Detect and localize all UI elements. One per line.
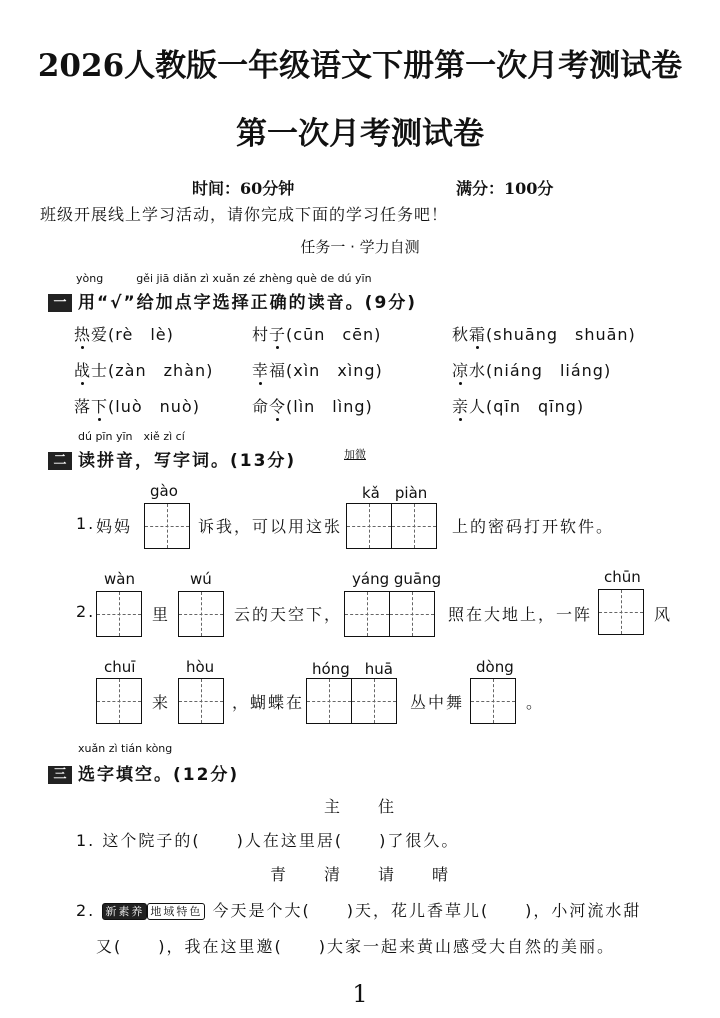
- q3-text-2: ，蝴蝶在: [232, 693, 305, 712]
- choice-item: 村子(cūn cēn): [252, 325, 382, 344]
- section1-pinyin: yòng gěi jiā diǎn zì xuǎn zé zhèng què de dú yīn: [76, 272, 372, 285]
- writing-cell[interactable]: [389, 591, 435, 637]
- writing-cell[interactable]: [470, 678, 516, 724]
- section2-title: 读拼音，写字词。(13分): [78, 451, 297, 471]
- writing-cell[interactable]: [344, 591, 390, 637]
- writing-box-group[interactable]: [470, 678, 515, 724]
- choice-item: 战士(zàn zhàn): [74, 361, 214, 380]
- section3-number: 三: [48, 766, 72, 784]
- choices-group-2: 青 清 请 晴: [269, 865, 450, 884]
- writing-cell[interactable]: [96, 678, 142, 724]
- q2-pinyin-3: yáng guāng: [352, 570, 442, 588]
- choice-item: 落下(luò nuò): [74, 397, 200, 416]
- q3-1-text: 1. 这个院子的( )人在这里居( )了很久。: [76, 831, 460, 850]
- task-heading: 任务一 · 学力自测: [300, 238, 420, 256]
- writing-box-group[interactable]: [598, 589, 643, 635]
- section2-number: 二: [48, 452, 72, 470]
- q1-text-3: 上的密码打开软件。: [452, 517, 615, 536]
- exam-time: 时间：60分钟: [192, 179, 295, 198]
- choice-item: 热爱(rè lè): [74, 325, 174, 344]
- writing-box-group[interactable]: [346, 503, 435, 549]
- writing-cell[interactable]: [178, 678, 224, 724]
- q1-pinyin-2: kǎ piàn: [362, 484, 428, 502]
- writing-box-group[interactable]: [96, 678, 141, 724]
- section2-heading: [48, 446, 296, 471]
- writing-cell[interactable]: [598, 589, 644, 635]
- section3-heading: [48, 760, 239, 785]
- section1-heading: [48, 288, 417, 313]
- q3-pinyin-4: dòng: [476, 658, 514, 676]
- writing-box-group[interactable]: [178, 591, 223, 637]
- q1-text-1: 妈妈: [96, 517, 133, 536]
- writing-box-group[interactable]: [96, 591, 141, 637]
- writing-box-group[interactable]: [306, 678, 395, 724]
- q3-pinyin-3: hóng huā: [312, 660, 393, 678]
- q3-2-number: 2.: [76, 901, 96, 920]
- writing-cell[interactable]: [391, 503, 437, 549]
- section2-pinyin: dú pīn yīn xiě zì cí: [78, 430, 185, 443]
- writing-cell[interactable]: [96, 591, 142, 637]
- q3-pinyin-1: chuī: [104, 658, 136, 676]
- writing-cell[interactable]: [306, 678, 352, 724]
- writing-cell[interactable]: [346, 503, 392, 549]
- q2-text-1: 里: [152, 605, 171, 624]
- writing-cell[interactable]: [351, 678, 397, 724]
- q2-pinyin-4: chūn: [604, 568, 641, 586]
- choice-item: 亲人(qīn qīng): [452, 397, 585, 416]
- intro-text: 班级开展线上学习活动，请你完成下面的学习任务吧！: [40, 205, 449, 224]
- choice-item: 秋霜(shuāng shuān): [452, 325, 636, 344]
- writing-box-group[interactable]: [178, 678, 223, 724]
- q3-2-line1: [76, 898, 641, 921]
- q3-2-text-a: 今天是个大( )天，花儿香草儿( )，小河流水甜: [212, 901, 642, 920]
- choice-item: 命令(lìn lìng): [252, 397, 373, 416]
- q2-text-4: 风: [654, 605, 673, 624]
- q3-text-1: 来: [152, 693, 171, 712]
- q3-text-3: 丛中舞: [410, 693, 465, 712]
- section1-number: 一: [48, 294, 72, 312]
- q1-number: 1.: [76, 514, 96, 533]
- add-wechat-link[interactable]: 加微: [344, 448, 366, 461]
- page-number: 1: [352, 980, 368, 1008]
- writing-cell[interactable]: [144, 503, 190, 549]
- q3-pinyin-2: hòu: [186, 658, 215, 676]
- choice-item: 凉水(niáng liáng): [452, 361, 612, 380]
- writing-box-group[interactable]: [144, 503, 189, 549]
- q2-text-2: 云的天空下，: [234, 605, 343, 624]
- writing-cell[interactable]: [178, 591, 224, 637]
- choice-item: 幸福(xìn xìng): [252, 361, 383, 380]
- q2-number: 2.: [76, 602, 96, 621]
- choices-group-1: 主 住: [323, 797, 396, 816]
- q3-text-4: 。: [526, 693, 545, 712]
- document-title: 2026人教版一年级语文下册第一次月考测试卷: [37, 48, 683, 84]
- q2-pinyin-1: wàn: [104, 570, 135, 588]
- writing-box-group[interactable]: [344, 591, 433, 637]
- section3-title: 选字填空。(12分): [78, 765, 240, 785]
- q3-2-line2: 又( )，我在这里邀( )大家一起来黄山感受大自然的美丽。: [96, 937, 615, 956]
- regional-feature-tag: 地域特色: [147, 903, 205, 920]
- q2-pinyin-2: wú: [190, 570, 212, 588]
- section3-pinyin: xuǎn zì tián kòng: [78, 742, 173, 755]
- q2-text-3: 照在大地上，一阵: [448, 605, 593, 624]
- section1-title: 用“√”给加点字选择正确的读音。(9分): [78, 293, 418, 313]
- exam-subtitle: 第一次月考测试卷: [236, 116, 484, 152]
- new-literacy-tag: 新素养: [102, 903, 147, 920]
- q1-pinyin-1: gào: [150, 482, 178, 500]
- q1-text-2: 诉我，可以用这张: [198, 517, 343, 536]
- exam-score: 满分：100分: [456, 179, 554, 198]
